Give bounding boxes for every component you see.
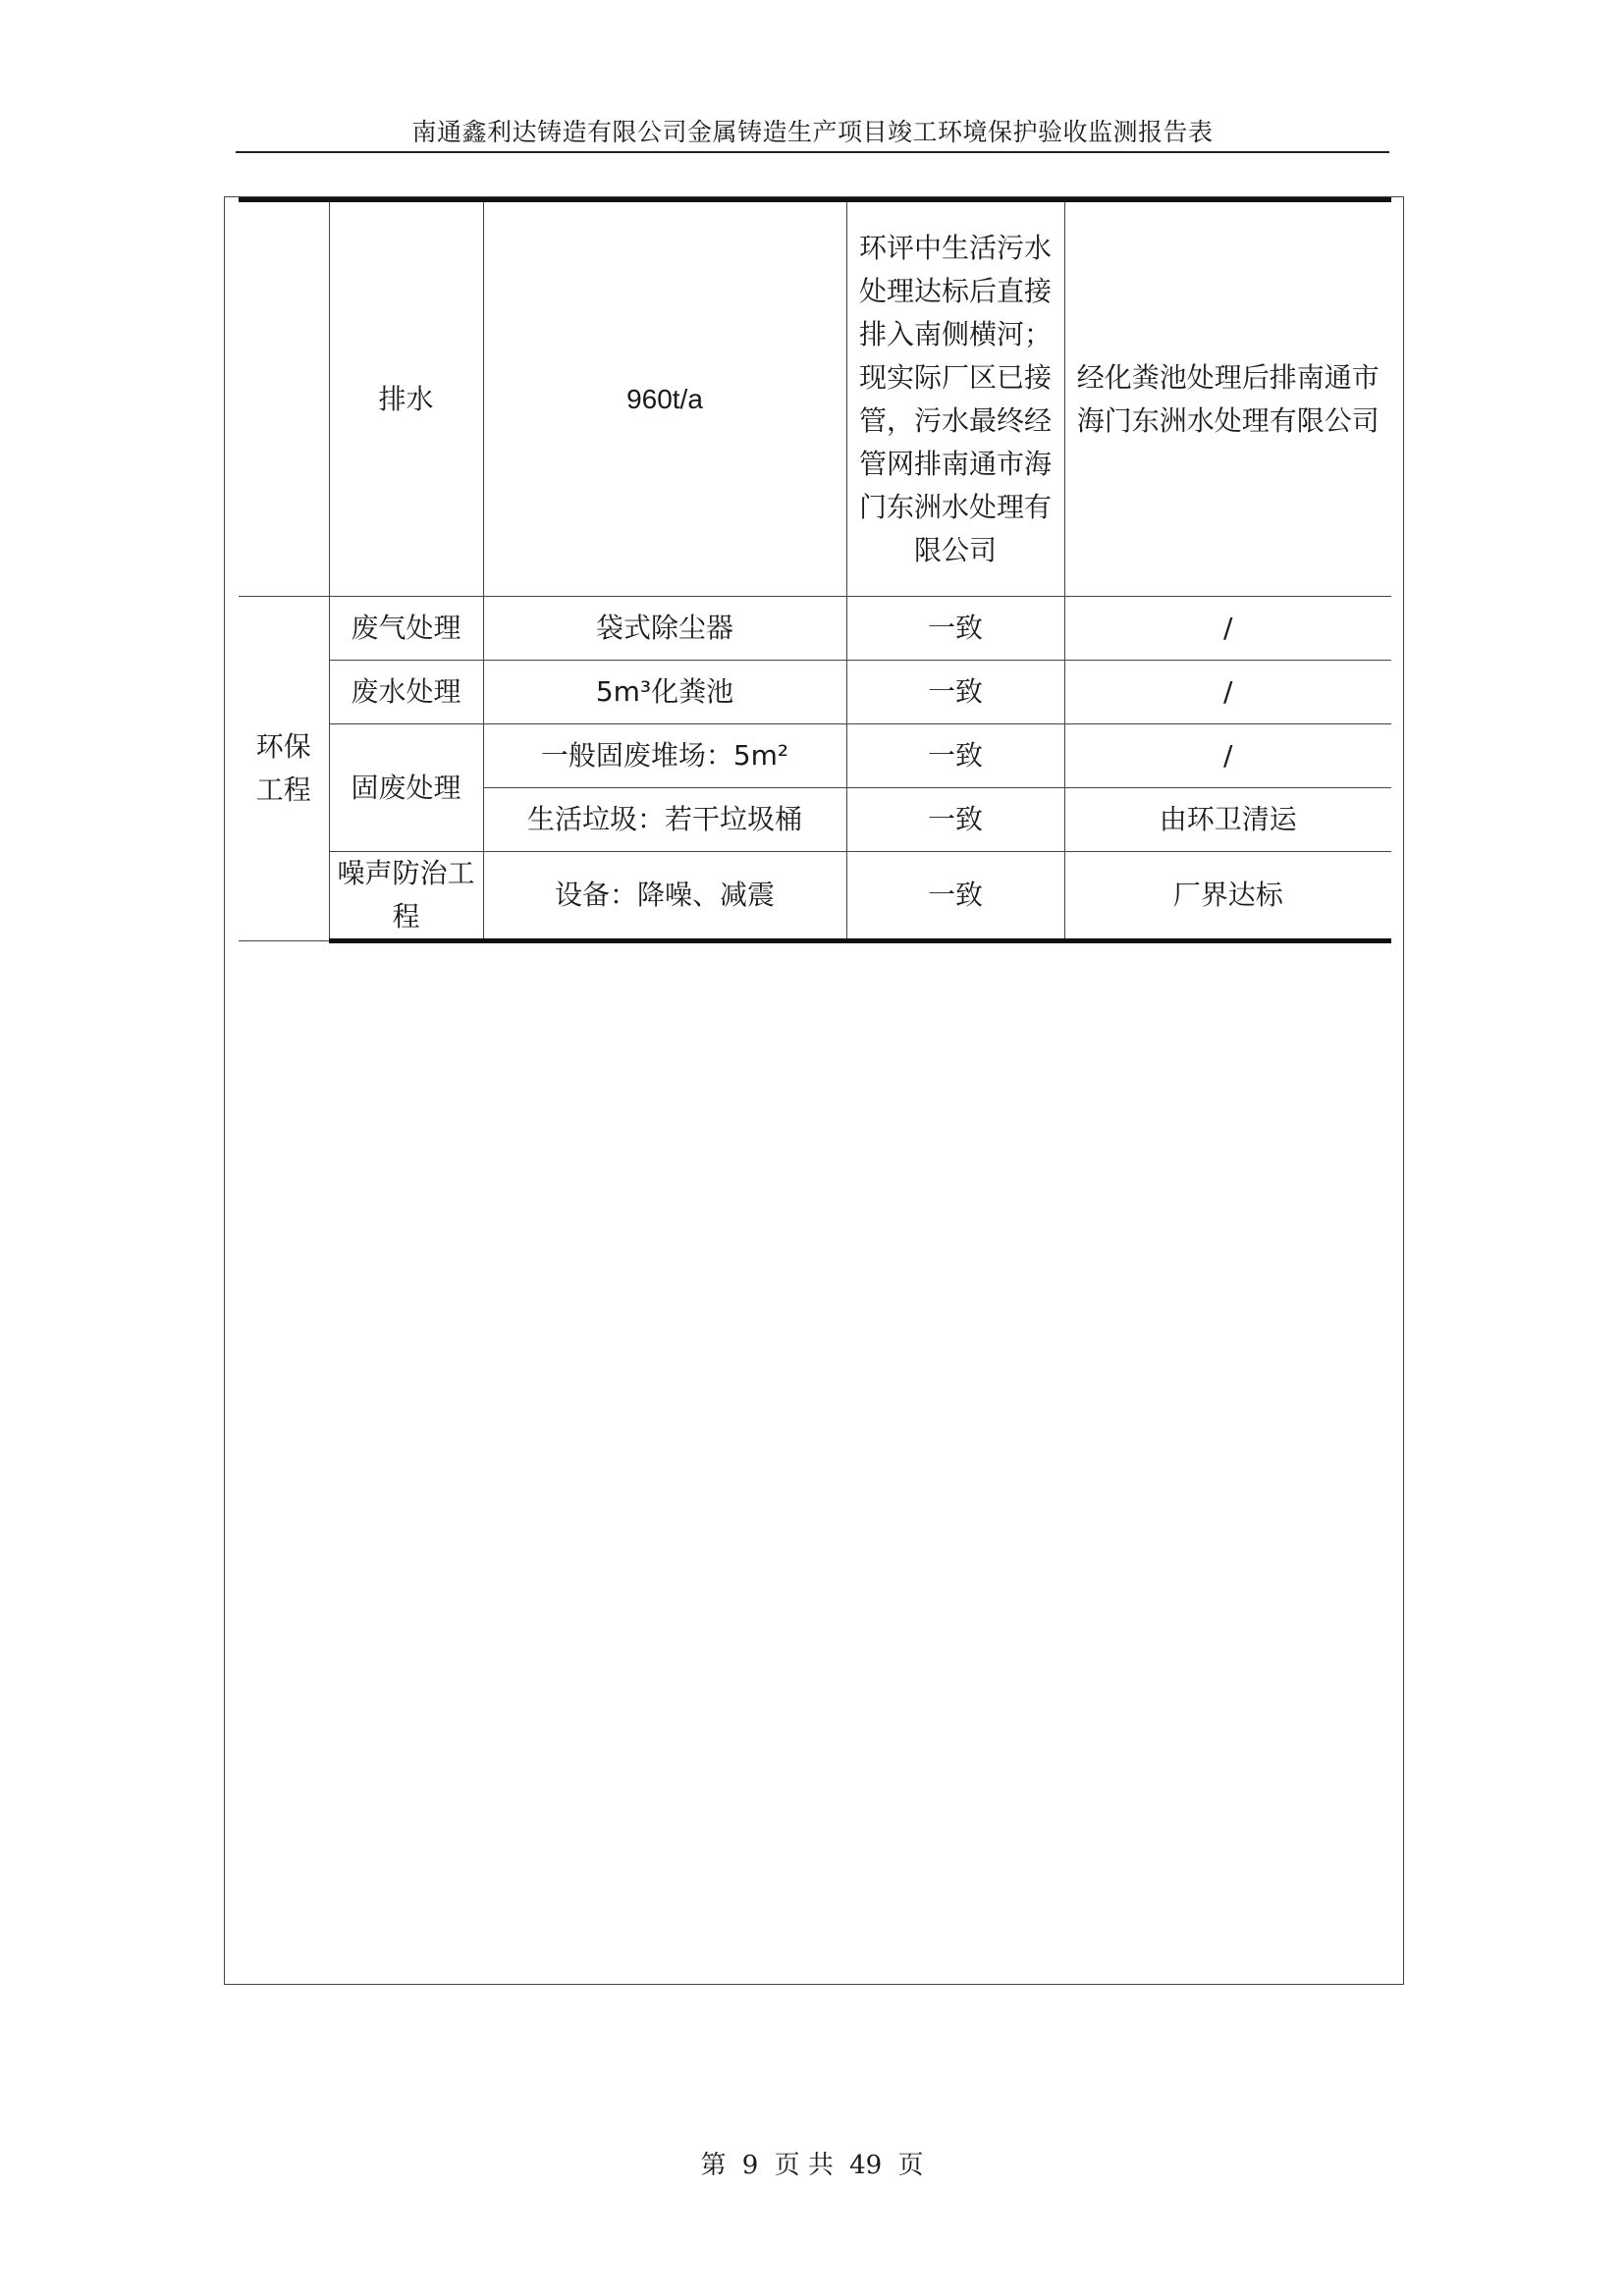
env-item: 噪声防治工程 xyxy=(329,852,483,941)
env-item: 固废处理 xyxy=(329,724,483,852)
env-remark: / xyxy=(1064,661,1391,724)
footer-page-number: 9 xyxy=(741,2151,759,2180)
env-status: 一致 xyxy=(846,661,1064,724)
table-row xyxy=(239,597,1391,661)
footer-middle: 页 共 xyxy=(774,2151,834,2180)
project-comparison-table xyxy=(239,197,1391,943)
document-header-title: 南通鑫利达铸造有限公司金属铸造生产项目竣工环境保护验收监测报告表 xyxy=(411,118,1214,146)
footer-total-pages: 49 xyxy=(849,2151,883,2180)
table-row xyxy=(239,852,1391,941)
env-measure: 袋式除尘器 xyxy=(483,597,846,661)
env-measure: 生活垃圾：若干垃圾桶 xyxy=(483,788,846,852)
page-number-footer xyxy=(0,2146,1624,2185)
env-status: 一致 xyxy=(846,724,1064,788)
env-measure: 5m³化粪池 xyxy=(483,661,846,724)
table-row-drainage xyxy=(239,200,1391,597)
table-row xyxy=(239,724,1391,788)
env-group-label: 环保工程 xyxy=(239,597,329,941)
env-remark: / xyxy=(1064,597,1391,661)
env-status: 一致 xyxy=(846,788,1064,852)
table-row xyxy=(239,661,1391,724)
footer-prefix: 第 xyxy=(700,2151,727,2180)
env-status: 一致 xyxy=(846,852,1064,941)
footer-suffix: 页 xyxy=(897,2151,924,2180)
env-remark: / xyxy=(1064,724,1391,788)
env-item: 废气处理 xyxy=(329,597,483,661)
env-remark: 厂界达标 xyxy=(1064,852,1391,941)
table-cell-empty xyxy=(239,200,329,597)
drainage-volume: 960t/a xyxy=(483,200,846,597)
env-item: 废水处理 xyxy=(329,661,483,724)
env-measure: 设备：降噪、减震 xyxy=(483,852,846,941)
env-measure: 一般固废堆场：5m² xyxy=(483,724,846,788)
drainage-actual: 经化粪池处理后排南通市海门东洲水处理有限公司 xyxy=(1064,200,1391,597)
drainage-eia-note: 环评中生活污水处理达标后直接排入南侧横河；现实际厂区已接管，污水最终经管网排南通市海门东洲水处理有限公司 xyxy=(846,200,1064,597)
env-status: 一致 xyxy=(846,597,1064,661)
header-rule xyxy=(236,151,1389,153)
drainage-label: 排水 xyxy=(329,200,483,597)
env-remark: 由环卫清运 xyxy=(1064,788,1391,852)
